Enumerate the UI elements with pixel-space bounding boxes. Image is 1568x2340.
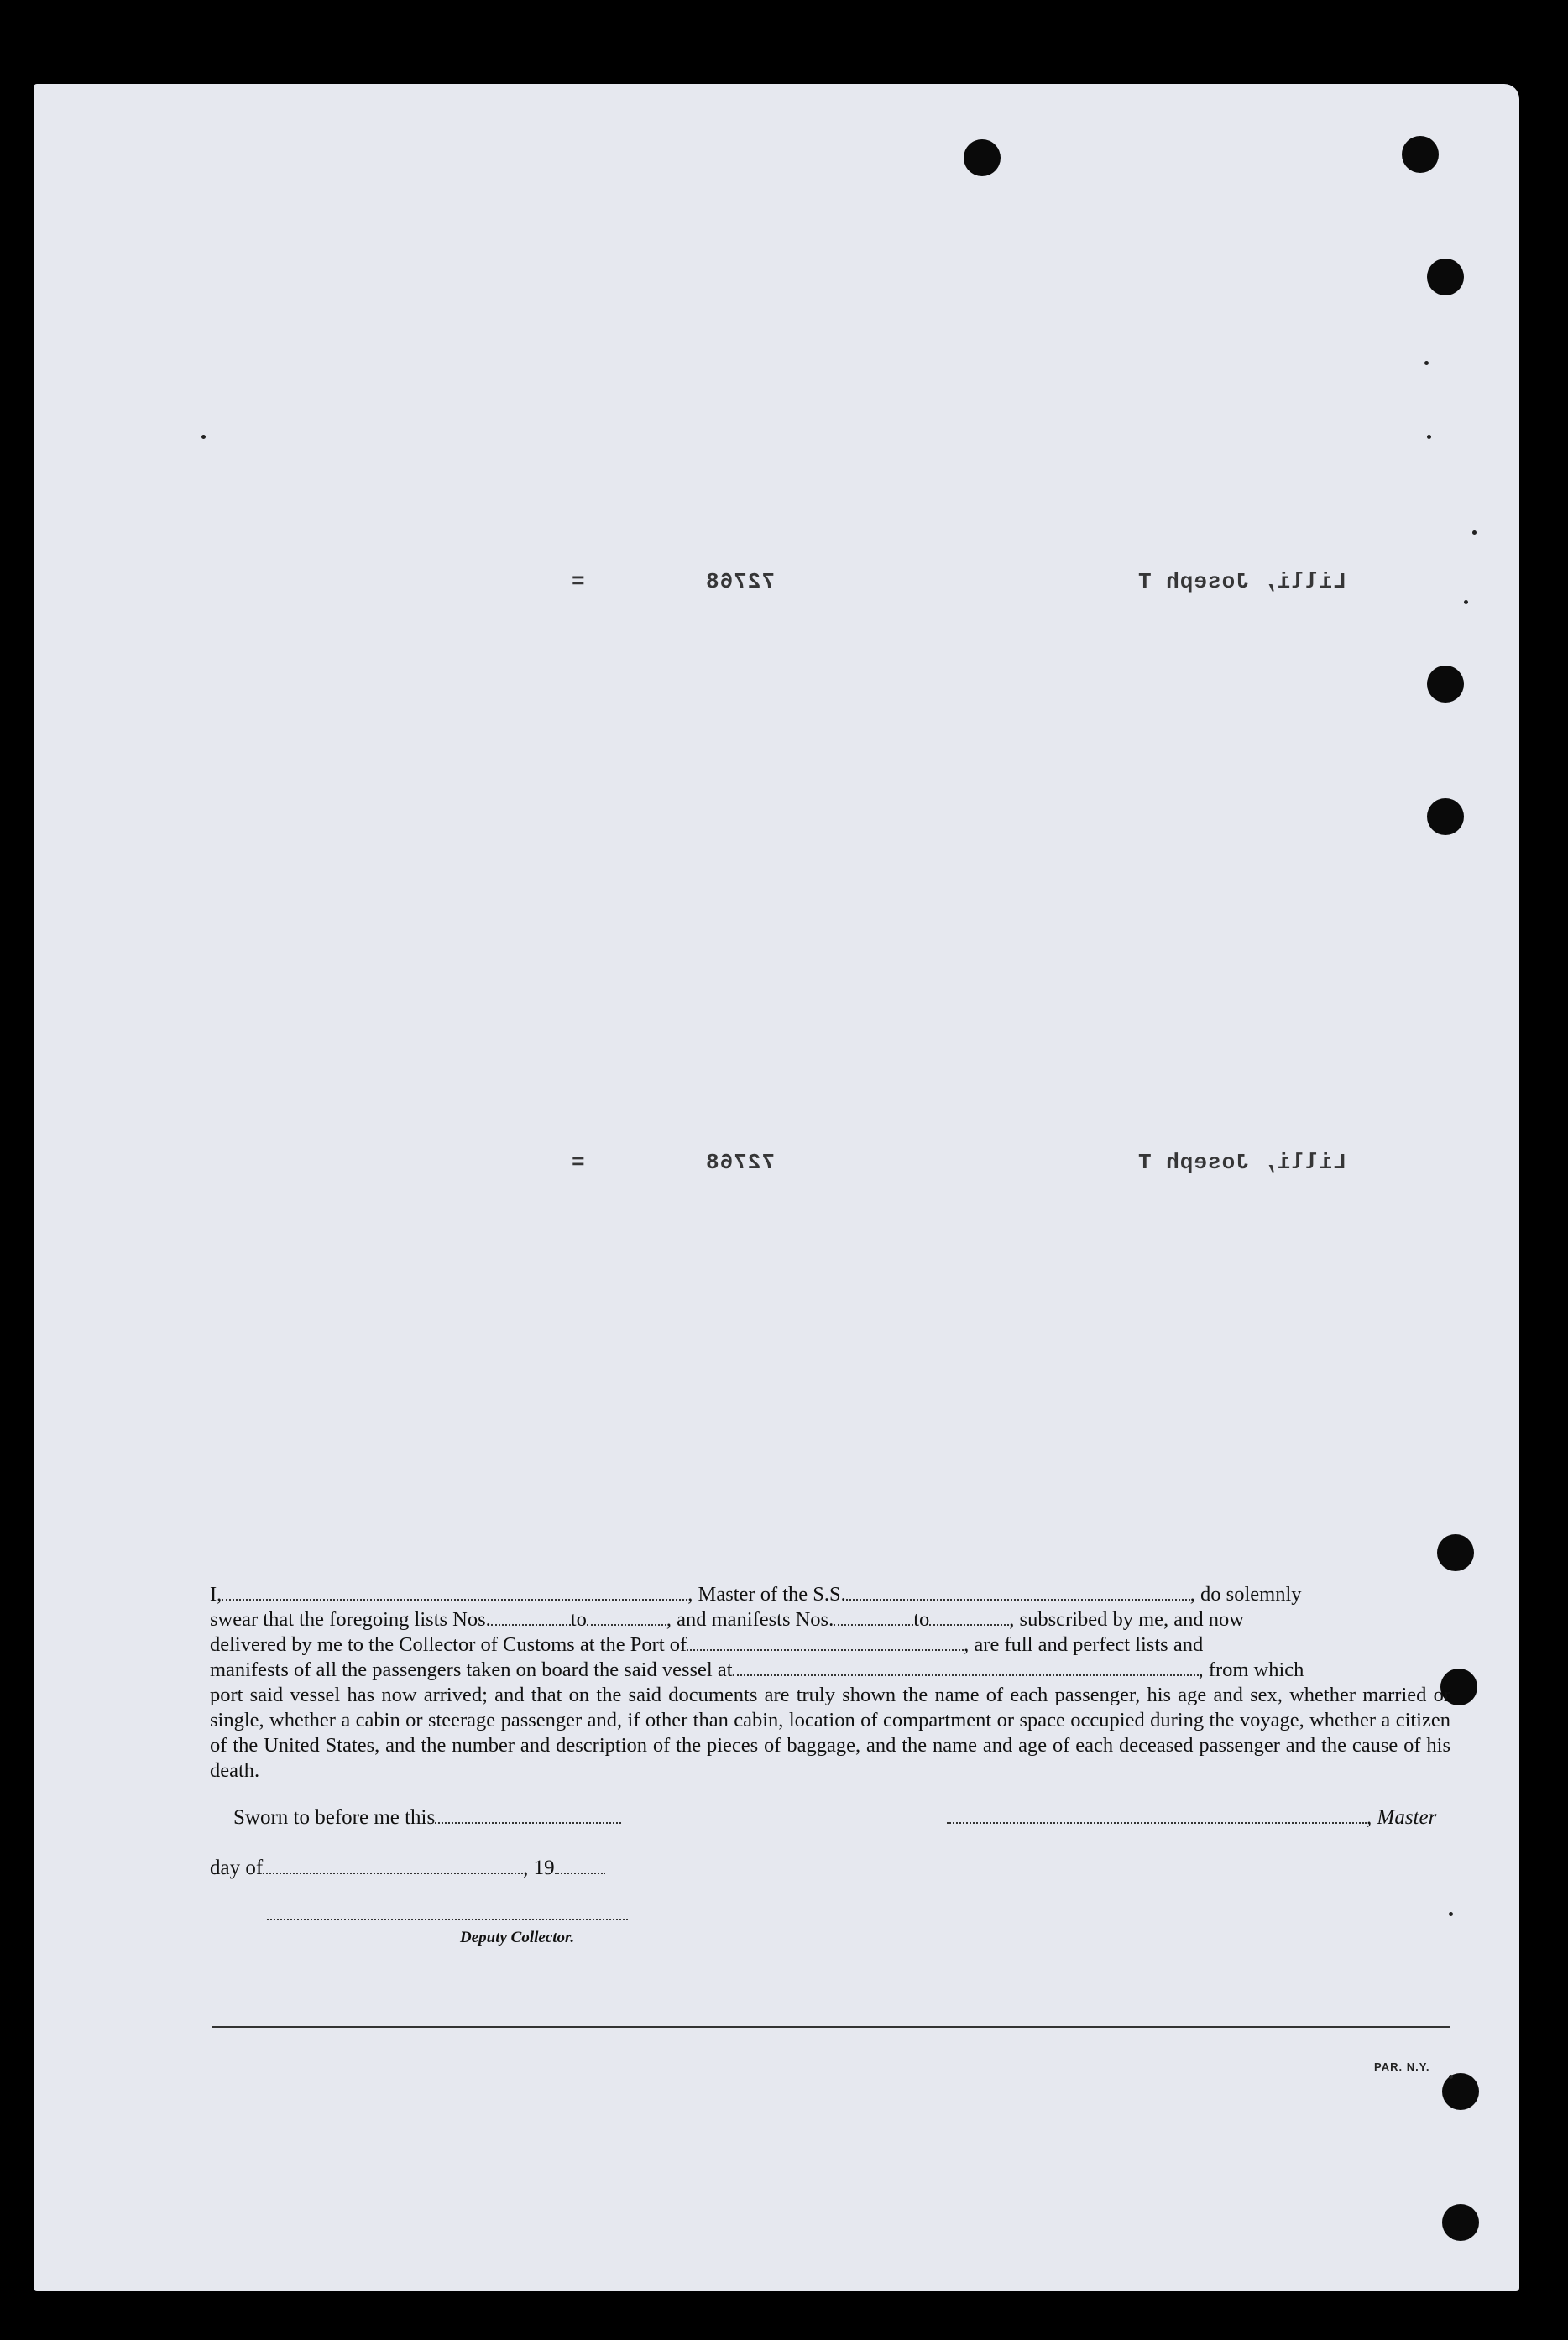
year-blank <box>555 1857 605 1874</box>
speck <box>1427 435 1431 439</box>
oath-i: I, <box>210 1583 222 1606</box>
oath-swear: swear that the foregoing lists Nos. <box>210 1608 491 1631</box>
list-to-blank <box>587 1609 666 1626</box>
manifest-to-blank <box>929 1609 1009 1626</box>
speck <box>201 435 206 439</box>
punch-hole <box>1427 666 1464 703</box>
oath-subscribed: , subscribed by me, and now <box>1009 1608 1244 1631</box>
day-blank <box>263 1857 523 1874</box>
master-name-blank <box>222 1584 687 1601</box>
divider-rule <box>212 2026 1450 2028</box>
master-oath-paragraph <box>210 1582 1450 1784</box>
year-label: , 19 <box>523 1857 555 1879</box>
punch-hole <box>1402 136 1439 173</box>
master-signature-blank <box>947 1807 1367 1824</box>
punch-hole <box>1442 2204 1479 2241</box>
printer-mark: PAR. N.Y. <box>1374 2061 1430 2073</box>
oath-from-which: , from which <box>1198 1658 1304 1681</box>
bleed-through-number: 72768 <box>705 569 776 594</box>
speck <box>1449 1912 1453 1916</box>
list-from-blank <box>491 1609 571 1626</box>
oath-line-3 <box>210 1632 1450 1658</box>
oath-delivered: delivered by me to the Collector of Customs at the Port of <box>210 1633 687 1656</box>
day-line <box>210 1857 605 1880</box>
master-signature-line <box>947 1806 1450 1830</box>
embark-port-blank <box>733 1659 1199 1676</box>
speck <box>1472 530 1477 535</box>
oath-full-perfect: , are full and perfect lists and <box>964 1633 1204 1656</box>
oath-line-4 <box>210 1658 1450 1683</box>
punch-hole <box>1437 1534 1474 1571</box>
day-label: day of <box>210 1857 264 1879</box>
oath-line-1 <box>210 1582 1450 1607</box>
oath-manifests-all: manifests of all the passengers taken on board the said vessel at <box>210 1658 733 1681</box>
oath-to: to <box>913 1608 930 1631</box>
punch-hole <box>1427 259 1464 295</box>
bleed-through-number: 72768 <box>705 1150 776 1175</box>
document-page <box>34 84 1519 2291</box>
master-label: , Master <box>1367 1806 1437 1829</box>
oath-line-2 <box>210 1607 1450 1632</box>
oath-solemnly: , do solemnly <box>1189 1583 1302 1606</box>
oath-manifests: , and manifests Nos. <box>666 1608 834 1631</box>
speck <box>1464 600 1468 604</box>
punch-hole <box>1442 2073 1479 2110</box>
oath-body: port said vessel has now arrived; and that on the said documents are truly shown the name of each passenger, his age and sex, whether married or single, whether a cabin or steerage passenger and, if other than cabin, location of compartment or space occupied during the voyage, whether a citizen of the United States, and the number and description of the pieces of baggage, and the name and age of each deceased passenger and the cause of his death. <box>210 1684 1450 1782</box>
oath-master-of: , Master of the S.S. <box>687 1583 846 1606</box>
bleed-through-dash: = <box>571 1150 585 1175</box>
speck <box>1424 361 1429 365</box>
speck <box>1449 2075 1453 2079</box>
port-blank <box>687 1634 964 1651</box>
punch-hole <box>964 139 1001 176</box>
deputy-collector-label: Deputy Collector. <box>460 1929 575 1946</box>
bleed-through-dash: = <box>571 569 585 594</box>
bleed-through-name: Lilli, Joseph T <box>1137 569 1347 594</box>
ship-name-blank <box>846 1584 1190 1601</box>
deputy-signature-blank <box>267 1919 628 1920</box>
sworn-date-blank <box>435 1807 621 1824</box>
sworn-line <box>233 1806 621 1830</box>
punch-hole <box>1427 798 1464 835</box>
sworn-label: Sworn to before me this <box>233 1806 436 1829</box>
manifest-from-blank <box>834 1609 913 1626</box>
oath-to: to <box>570 1608 587 1631</box>
bleed-through-name: Lilli, Joseph T <box>1137 1150 1347 1175</box>
